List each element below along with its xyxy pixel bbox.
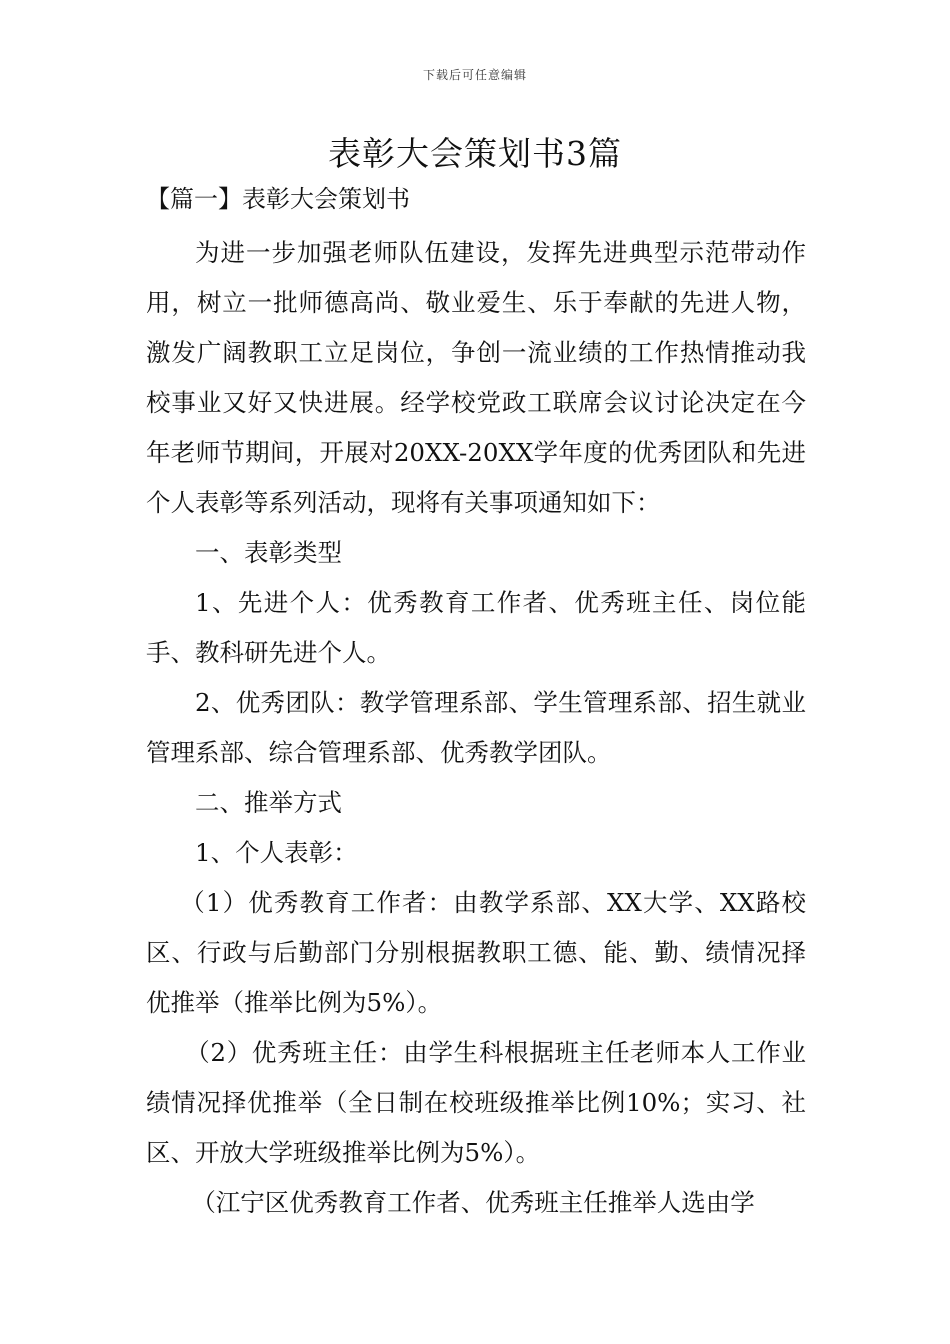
document-title: 表彰大会策划书3篇: [328, 134, 622, 173]
heading-nomination-method: 二、推举方式: [195, 788, 342, 817]
paragraph-individual-awards: 1、先进个人：优秀教育工作者、优秀班主任、岗位能手、教科研先进个人。: [146, 588, 806, 667]
paragraph-excellent-educator: （1）优秀教育工作者：由教学系部、XX大学、XX路校区、行政与后勤部门分别根据教职工德、能、勤、绩情况择优推举（推举比例为5%）。: [146, 888, 806, 1017]
paragraph-team-awards: 2、优秀团队：教学管理系部、学生管理系部、招生就业管理系部、综合管理系部、优秀教学团队。: [146, 688, 806, 767]
paragraph-excellent-class-teacher: （2）优秀班主任：由学生科根据班主任老师本人工作业绩情况择优推举（全日制在校班级推举比例10%；实习、社区、开放大学班级推举比例为5%）。: [146, 1038, 806, 1167]
page-header-note: 下载后可任意编辑: [422, 68, 527, 82]
heading-award-types: 一、表彰类型: [195, 538, 342, 567]
document-body: [146, 228, 806, 1228]
paragraph-individual-recognition: 1、个人表彰：: [195, 838, 358, 867]
section-heading: 【篇一】表彰大会策划书: [146, 185, 410, 213]
intro-paragraph: 为进一步加强老师队伍建设，发挥先进典型示范带动作用，树立一批师德高尚、敬业爱生、乐于奉献的先进人物，激发广阔教职工立足岗位，争创一流业绩的工作热情推动我校事业又好又快进展。经学校党政工联席会议讨论决定在今年老师节期间，开展对20XX-20XX学年度的优秀团队和先进个人表彰等系列活动，现将有关事项通知如下：: [146, 238, 806, 517]
paragraph-district-nomination: （江宁区优秀教育工作者、优秀班主任推举人选由学: [191, 1188, 755, 1217]
